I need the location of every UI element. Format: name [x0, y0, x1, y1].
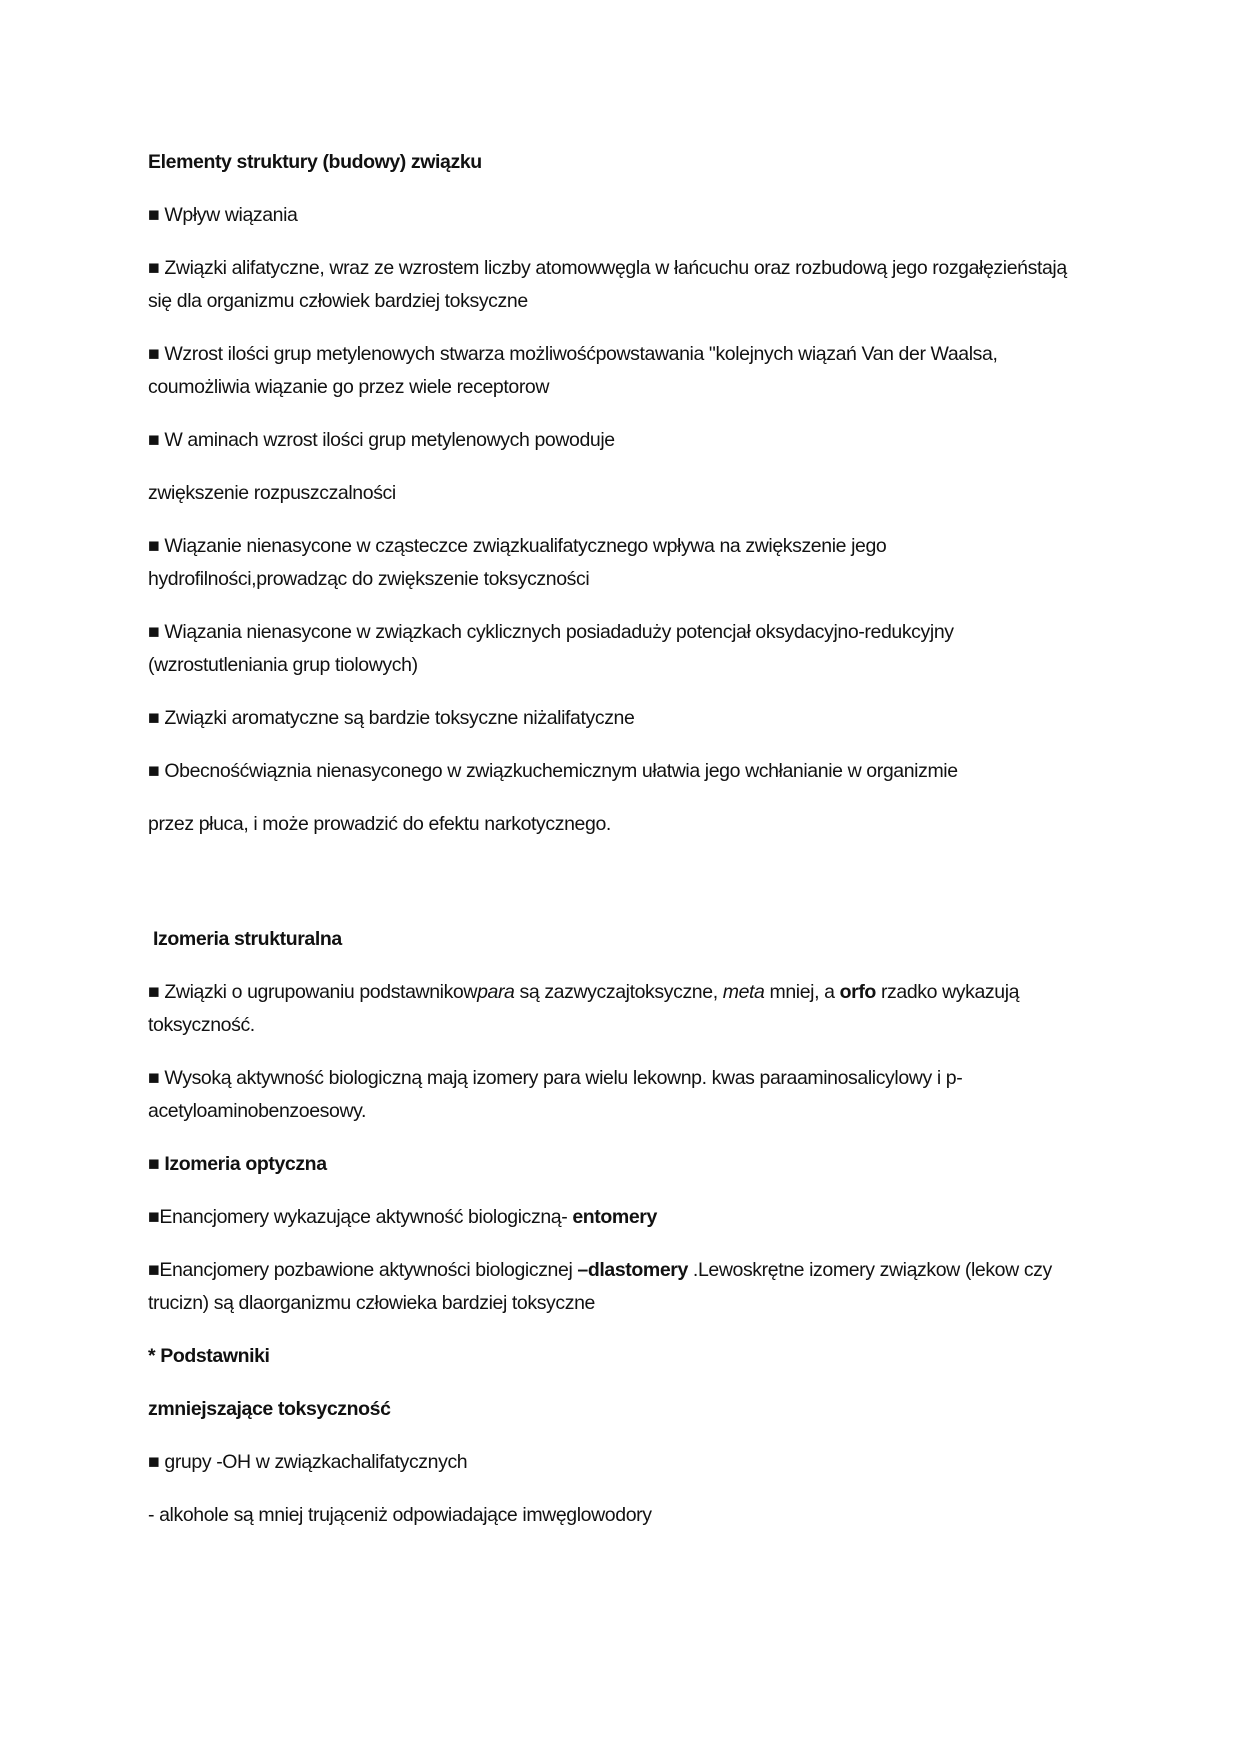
text-fragment: ■Enancjomery pozbawione aktywności biologicznej — [148, 1259, 578, 1281]
paragraph-para-isomers: ■ Wysoką aktywność biologiczną mają izomery para wielu lekownp. kwas paraaminosalicylowy i p-acetyloaminobenzoesowy. — [148, 1067, 963, 1122]
term-dlastomery: –dlastomery — [577, 1259, 688, 1281]
document-page — [148, 146, 1088, 1552]
term-orfo: orfo — [839, 981, 876, 1003]
subheading-reducing-toxicity: zmniejszające toksyczność — [148, 1398, 391, 1420]
text-fragment: .Lewoskrętne izomery związkow (lekow czy trucizn) są dlaorganizmu człowieka bardziej toksyczne — [148, 1259, 1052, 1314]
subheading-substituents: * Podstawniki — [148, 1345, 270, 1367]
subheading-optical-isomerism: ■ Izomeria optyczna — [148, 1153, 327, 1175]
paragraph-methylene-groups: ■ Wzrost ilości grup metylenowych stwarza możliwośćpowstawania "kolejnych wiązań Van der Waalsa, coumożliwia wiązanie go przez wiele receptorow — [148, 343, 998, 398]
section-spacer — [148, 861, 1088, 923]
paragraph-amines: ■ W aminach wzrost ilości grup metylenowych powoduje — [148, 429, 615, 451]
text-fragment: ■ Związki o ugrupowaniu podstawnikow — [148, 981, 478, 1003]
paragraph-bond-influence: ■ Wpływ wiązania — [148, 204, 298, 226]
paragraph-aromatic: ■ Związki aromatyczne są bardzie toksyczne niżalifatyczne — [148, 707, 635, 729]
paragraph-solubility: zwiększenie rozpuszczalności — [148, 482, 396, 504]
paragraph-substituent-positions — [148, 976, 1088, 1042]
paragraph-alcohols: - alkohole są mniej trującеniż odpowiadające imwęglowodory — [148, 1504, 652, 1526]
paragraph-absorption: ■ Obecnośćwiąznia nienasyconego w związkuchemicznym ułatwia jego wchłanianie w organizmie — [148, 760, 958, 782]
section-heading-structure: Elementy struktury (budowy) związku — [148, 151, 482, 173]
paragraph-entomers — [148, 1201, 1088, 1234]
paragraph-oh-groups: ■ grupy -OH w związkachalifatycznych — [148, 1451, 468, 1473]
paragraph-cyclic-compounds: ■ Wiązania nienasycone w związkach cyklicznych posiadadużу potencjał oksydacyjno-redukcyjny (wzrostutleniania grup tiolowych) — [148, 621, 954, 676]
text-fragment: rzadko wykazują toksyczność. — [148, 981, 1020, 1036]
section-heading-isomerism: Izomeria strukturalna — [148, 928, 342, 950]
term-meta: meta — [722, 981, 765, 1003]
text-fragment: mniej, a — [764, 981, 840, 1003]
text-fragment: są zazwyczajtoksyczne, — [514, 981, 723, 1003]
paragraph-narcotic-effect: przez płuca, i może prowadzić do efektu narkotycznego. — [148, 813, 611, 835]
text-fragment: ■Enancjomery wykazujące aktywność biologiczną- — [148, 1206, 573, 1228]
paragraph-distomers — [148, 1254, 1088, 1320]
term-entomery: entomery — [572, 1206, 657, 1228]
paragraph-aliphatic: ■ Związki alifatyczne, wraz ze wzrostem liczby atomowwęgla w łańcuchu oraz rozbudową jego rozgałęzieństają się dla organizmu człowiek bardziej toksyczne — [148, 257, 1067, 312]
paragraph-unsaturated-bond: ■ Wiązanie nienasycone w cząsteczce związkualifatycznego wpływa na zwiększenie jego hydrofilności,prowadząc do zwiększenie toksyczności — [148, 535, 887, 590]
term-para: para — [477, 981, 515, 1003]
